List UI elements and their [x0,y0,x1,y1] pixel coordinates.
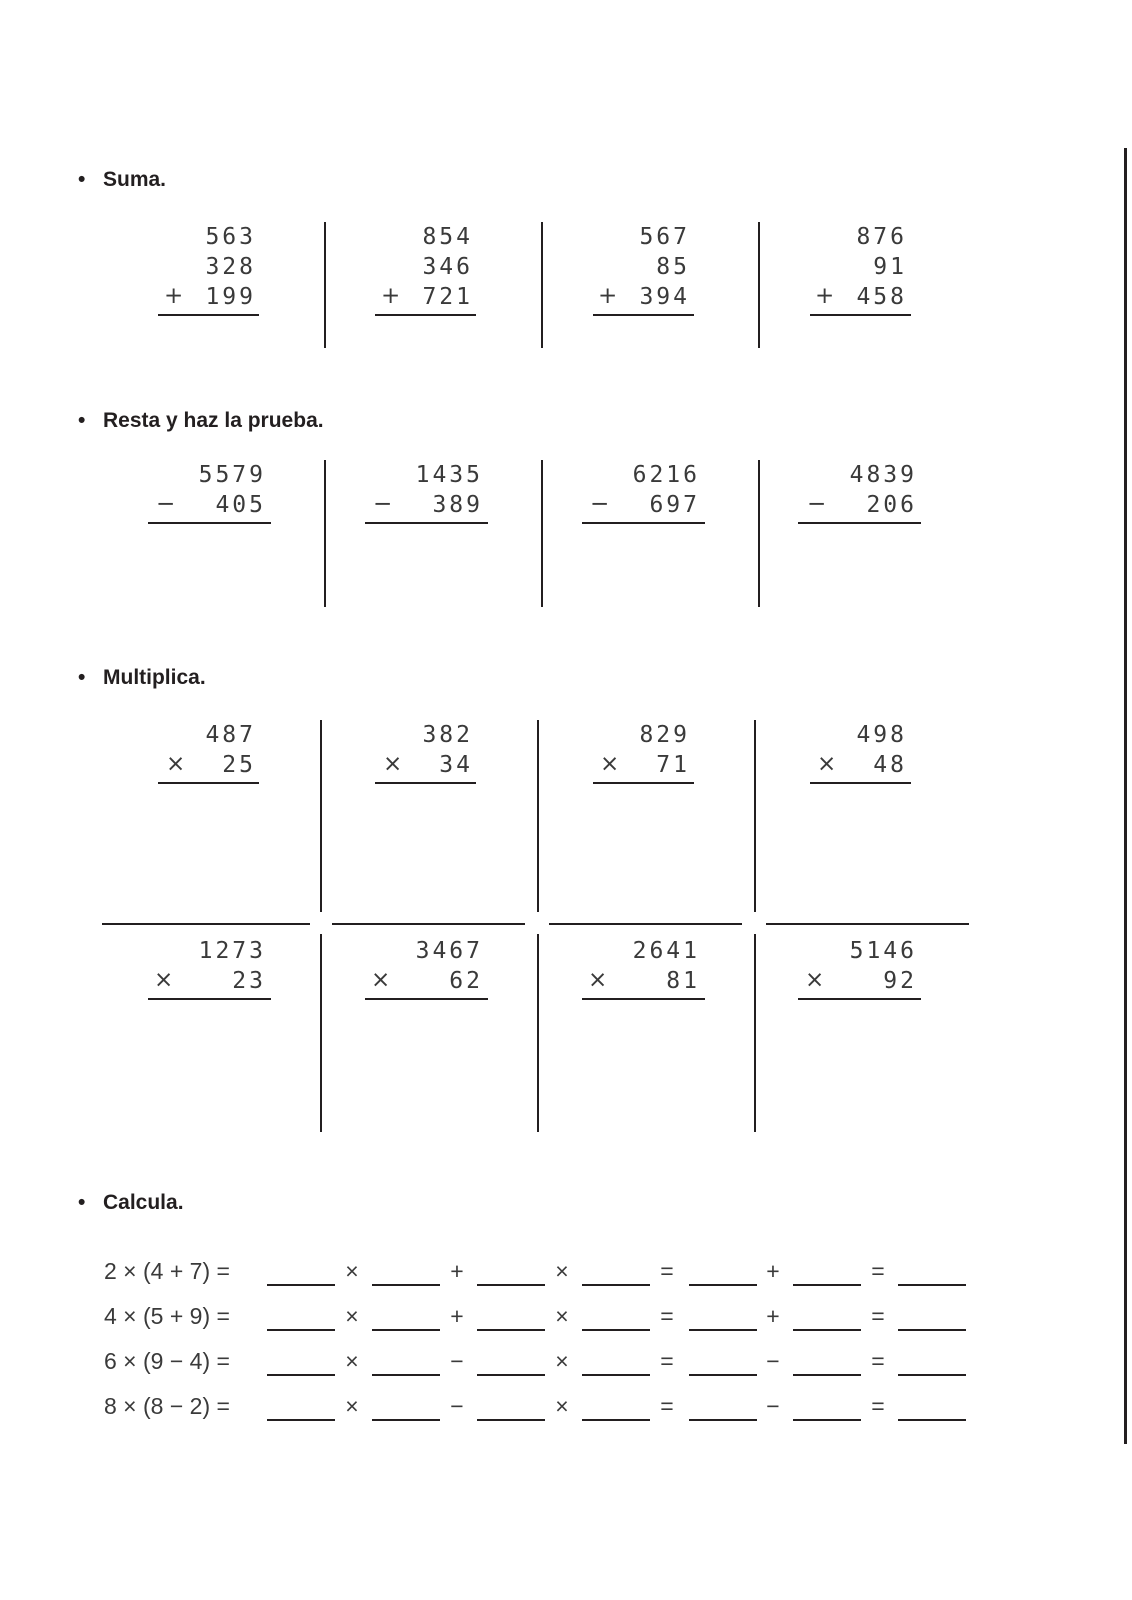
column-divider [754,934,756,1132]
operator-symbol: × [345,1393,359,1419]
times-sign: × [588,967,608,993]
addend-b: 346 [422,254,473,280]
operator-symbol: + [450,1303,464,1329]
multiplier: 48 [873,752,907,778]
plus-sign: + [164,283,184,309]
answer-blank[interactable] [582,1419,650,1421]
addend-a: 567 [639,224,690,250]
bullet: • [78,666,86,689]
operator-symbol: × [555,1348,569,1374]
product-line [810,782,911,784]
heading-text: Suma. [103,168,167,191]
difference-line [365,522,488,524]
plus-sign: + [598,283,618,309]
answer-blank[interactable] [898,1374,966,1376]
minus-sign: − [156,491,176,517]
minus-sign: − [590,491,610,517]
addend-a: 876 [856,224,907,250]
answer-blank[interactable] [477,1284,545,1286]
answer-blank[interactable] [267,1419,335,1421]
multiplier: 81 [666,968,700,994]
bullet: • [78,1191,86,1214]
answer-blank[interactable] [582,1284,650,1286]
multiplier: 23 [232,968,266,994]
times-sign: × [371,967,391,993]
minus-sign: − [807,491,827,517]
operator-symbol: × [555,1393,569,1419]
difference-line [148,522,271,524]
multiplicand: 487 [205,722,256,748]
column-divider [758,460,760,607]
answer-blank[interactable] [267,1374,335,1376]
addend-c: 721 [422,284,473,310]
operator-symbol: × [345,1348,359,1374]
subtrahend: 405 [215,492,266,518]
difference-line [798,522,921,524]
answer-blank[interactable] [582,1329,650,1331]
addend-b: 328 [205,254,256,280]
sum-line [158,314,259,316]
plus-sign: + [381,283,401,309]
answer-blank[interactable] [689,1419,757,1421]
operator-symbol: + [450,1258,464,1284]
column-divider [758,222,760,348]
column-divider [541,222,543,348]
answer-blank[interactable] [793,1374,861,1376]
section-heading-suma [78,168,166,192]
addend-a: 563 [205,224,256,250]
calc-expression: 2 × (4 + 7) = [104,1258,230,1284]
addend-c: 199 [205,284,256,310]
column-divider [324,460,326,607]
row-divider [766,923,969,925]
row-divider [549,923,742,925]
operator-symbol: × [345,1303,359,1329]
bullet: • [78,168,86,191]
answer-blank[interactable] [372,1419,440,1421]
multiplicand: 3467 [415,938,483,964]
minuend: 1435 [415,462,483,488]
bullet: • [78,409,86,432]
multiplier: 25 [222,752,256,778]
minuend: 5579 [198,462,266,488]
heading-text: Resta y haz la prueba. [103,409,324,432]
operator-symbol: = [660,1258,674,1284]
calc-expression: 8 × (8 − 2) = [104,1393,230,1419]
times-sign: × [383,751,403,777]
product-line [365,998,488,1000]
section-heading-multiplica [78,666,206,690]
operator-symbol: + [766,1303,780,1329]
product-line [593,782,694,784]
product-line [158,782,259,784]
heading-text: Calcula. [103,1191,184,1214]
minuend: 4839 [849,462,917,488]
operator-symbol: = [871,1258,885,1284]
times-sign: × [154,967,174,993]
column-divider [754,720,756,912]
difference-line [582,522,705,524]
operator-symbol: = [871,1348,885,1374]
operator-symbol: × [555,1303,569,1329]
answer-blank[interactable] [267,1284,335,1286]
answer-blank[interactable] [267,1329,335,1331]
subtrahend: 697 [649,492,700,518]
answer-blank[interactable] [793,1419,861,1421]
operator-symbol: = [660,1303,674,1329]
sum-line [375,314,476,316]
plus-sign: + [815,283,835,309]
addend-c: 458 [856,284,907,310]
sum-line [593,314,694,316]
operator-symbol: − [450,1348,464,1374]
operator-symbol: = [660,1348,674,1374]
column-divider [541,460,543,607]
answer-blank[interactable] [898,1329,966,1331]
addend-c: 394 [639,284,690,310]
minus-sign: − [373,491,393,517]
answer-blank[interactable] [898,1284,966,1286]
answer-blank[interactable] [372,1284,440,1286]
multiplicand: 1273 [198,938,266,964]
times-sign: × [805,967,825,993]
times-sign: × [817,751,837,777]
calc-row [104,1258,974,1288]
answer-blank[interactable] [372,1329,440,1331]
calc-expression: 6 × (9 − 4) = [104,1348,230,1374]
answer-blank[interactable] [689,1284,757,1286]
answer-blank[interactable] [689,1374,757,1376]
addend-a: 854 [422,224,473,250]
row-divider [332,923,525,925]
page-edge-rule [1124,148,1127,1444]
column-divider [537,720,539,912]
sum-line [810,314,911,316]
column-divider [537,934,539,1132]
operator-symbol: × [555,1258,569,1284]
addend-b: 91 [873,254,907,280]
calc-row [104,1348,974,1378]
multiplier: 92 [883,968,917,994]
answer-blank[interactable] [793,1329,861,1331]
multiplicand: 5146 [849,938,917,964]
answer-blank[interactable] [898,1419,966,1421]
operator-symbol: − [766,1348,780,1374]
calc-row [104,1393,974,1423]
multiplicand: 2641 [632,938,700,964]
minuend: 6216 [632,462,700,488]
operator-symbol: − [766,1393,780,1419]
product-line [148,998,271,1000]
answer-blank[interactable] [372,1374,440,1376]
addend-b: 85 [656,254,690,280]
operator-symbol: − [450,1393,464,1419]
product-line [798,998,921,1000]
calc-expression: 4 × (5 + 9) = [104,1303,230,1329]
answer-blank[interactable] [793,1284,861,1286]
times-sign: × [166,751,186,777]
answer-blank[interactable] [477,1329,545,1331]
operator-symbol: + [766,1258,780,1284]
answer-blank[interactable] [477,1374,545,1376]
multiplicand: 498 [856,722,907,748]
multiplicand: 829 [639,722,690,748]
row-divider [102,923,310,925]
operator-symbol: × [345,1258,359,1284]
answer-blank[interactable] [689,1329,757,1331]
multiplier: 71 [656,752,690,778]
column-divider [320,720,322,912]
answer-blank[interactable] [582,1374,650,1376]
subtrahend: 389 [432,492,483,518]
section-heading-resta [78,409,324,433]
operator-symbol: = [871,1393,885,1419]
operator-symbol: = [660,1393,674,1419]
column-divider [324,222,326,348]
multiplier: 34 [439,752,473,778]
section-heading-calcula [78,1191,184,1215]
answer-blank[interactable] [477,1419,545,1421]
multiplier: 62 [449,968,483,994]
times-sign: × [600,751,620,777]
subtrahend: 206 [866,492,917,518]
multiplicand: 382 [422,722,473,748]
heading-text: Multiplica. [103,666,206,689]
product-line [582,998,705,1000]
calc-row [104,1303,974,1333]
product-line [375,782,476,784]
operator-symbol: = [871,1303,885,1329]
column-divider [320,934,322,1132]
